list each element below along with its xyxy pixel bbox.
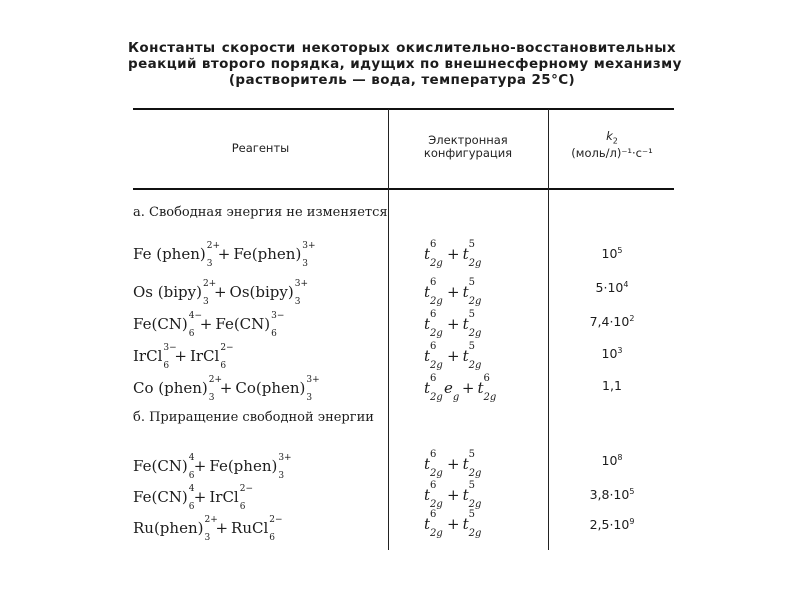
reagent-2-formula: Os(bipy) — [229, 283, 294, 301]
config-t: t — [462, 515, 469, 533]
plus-sign: + — [193, 488, 207, 506]
orbital: 2g — [468, 467, 482, 479]
count: 6 — [188, 471, 195, 482]
reagent-2-formula: IrCl — [189, 347, 220, 365]
count: 6 — [188, 329, 195, 340]
config-t: t — [477, 379, 484, 397]
rate-constant-row-2 — [548, 277, 676, 296]
count: 6 — [239, 502, 246, 513]
reagents-row-1 — [133, 241, 316, 270]
config-stack-1 — [430, 238, 444, 269]
reagent-2-formula: Co(phen) — [235, 379, 306, 397]
k-exponent: 5 — [629, 487, 635, 496]
plus-sign: + — [447, 515, 460, 533]
orbital: 2g — [430, 359, 443, 371]
electrons: 6 — [430, 276, 437, 288]
plus-sign: + — [215, 519, 229, 537]
electrons: 6 — [430, 372, 437, 384]
reagent-1-formula: Fe(CN) — [133, 315, 188, 333]
k-exponent: 5 — [617, 246, 623, 255]
header-k-symbol — [548, 130, 676, 147]
charge: 2− — [269, 515, 283, 526]
k-mantissa: 5·10 — [595, 280, 624, 295]
reagent-1-formula: Fe (phen) — [133, 245, 206, 263]
rate-constant-row-4 — [548, 343, 676, 362]
orbital: g — [452, 391, 460, 403]
plus-sign: + — [219, 379, 233, 397]
orbital: 2g — [468, 498, 482, 510]
orbital: 2g — [468, 295, 482, 307]
orbital: 2g — [430, 327, 443, 339]
config-e: e — [444, 379, 453, 397]
orbital: 2g — [430, 295, 443, 307]
plus-sign: + — [174, 347, 187, 365]
charge: 4− — [188, 311, 203, 322]
electrons: 6 — [430, 340, 437, 352]
table-caption — [128, 40, 682, 88]
config-t: t — [424, 283, 431, 301]
plus-sign: + — [193, 457, 207, 475]
rate-constant-row-1 — [548, 243, 676, 262]
count: 6 — [220, 361, 227, 372]
config-stack-1 — [430, 308, 444, 339]
k-mantissa: 7,4·10 — [589, 314, 630, 329]
config-stack-1 — [430, 340, 444, 371]
config-stack-1 — [430, 276, 444, 307]
charge: 2+ — [208, 375, 223, 386]
reagent-2-formula: RuCl — [231, 519, 269, 537]
config-stack-1 — [430, 372, 444, 403]
config-t: t — [462, 347, 469, 365]
count: 3 — [302, 259, 309, 270]
header-k-sub: 2 — [612, 136, 618, 146]
count: 3 — [202, 297, 209, 308]
header-rate-constant — [548, 130, 676, 160]
config-stack-2 — [468, 448, 483, 479]
count: 6 — [271, 329, 277, 340]
orbital: 2g — [430, 467, 443, 479]
config-stack-2 — [468, 238, 483, 269]
k-mantissa: 10 — [601, 346, 618, 361]
charge: 2+ — [202, 279, 217, 290]
plus-sign: + — [213, 283, 227, 301]
k-exponent: 4 — [623, 280, 629, 289]
config-row-1 — [424, 238, 483, 269]
reagent-1-formula: Fe(CN) — [133, 457, 188, 475]
plus-sign: + — [199, 315, 213, 333]
config-stack-2 — [468, 479, 483, 510]
k-exponent: 2 — [629, 314, 635, 323]
count: 3 — [294, 297, 301, 308]
electrons: 6 — [430, 479, 437, 491]
group-heading-a: а. Свободная энергия не изменяется — [133, 205, 388, 220]
config-row-2 — [424, 276, 483, 307]
charge: 3− — [163, 343, 177, 354]
config-row-6 — [424, 448, 483, 479]
count: 6 — [163, 361, 170, 372]
rate-constant-row-7 — [548, 484, 676, 503]
k-exponent: 9 — [629, 517, 635, 526]
reagent-1-formula: Os (bipy) — [133, 283, 202, 301]
charge: 4 — [188, 484, 195, 495]
plus-sign: + — [447, 315, 460, 333]
reagents-row-7 — [133, 484, 254, 513]
group-heading-b: б. Приращение свободной энергии — [133, 410, 374, 425]
electrons: 6 — [483, 372, 490, 384]
count: 3 — [206, 259, 213, 270]
config-stack-1 — [430, 448, 444, 479]
top-rule — [133, 108, 674, 110]
header-k-letter: k — [606, 129, 613, 143]
orbital: 2g — [483, 391, 497, 403]
k-exponent: 3 — [617, 346, 623, 355]
reagent-1-formula: IrCl — [133, 347, 163, 365]
rate-constant-row-6 — [548, 450, 676, 469]
header-reagents-label: Реагенты — [231, 141, 290, 155]
rate-constant-row-3 — [548, 311, 676, 330]
k-mantissa: 1,1 — [602, 378, 622, 393]
reagents-row-3 — [133, 311, 285, 340]
config-t: t — [424, 379, 431, 397]
plus-sign: + — [447, 245, 460, 263]
config-t: t — [462, 455, 469, 473]
config-t: t — [424, 515, 431, 533]
charge: 3+ — [306, 375, 320, 386]
electrons: 6 — [430, 448, 437, 460]
electrons: 5 — [468, 479, 476, 491]
orbital: 2g — [430, 498, 443, 510]
count: 6 — [269, 533, 276, 544]
count: 6 — [188, 502, 195, 513]
config-t: t — [462, 315, 469, 333]
config-t: t — [462, 245, 469, 263]
reagents-row-8 — [133, 515, 283, 544]
config-t: t — [424, 347, 431, 365]
config-stack-mid — [452, 383, 460, 403]
config-row-8 — [424, 508, 483, 539]
k-mantissa: 2,5·10 — [589, 517, 630, 532]
config-t: t — [462, 283, 469, 301]
count: 3 — [208, 393, 215, 404]
reagents-row-4 — [133, 343, 234, 372]
reagents-row-6 — [133, 453, 292, 482]
charge: 3+ — [302, 241, 316, 252]
config-row-5 — [424, 372, 498, 403]
orbital: 2g — [430, 257, 443, 269]
electrons: 6 — [430, 238, 437, 250]
orbital: 2g — [468, 527, 482, 539]
electrons: 5 — [468, 508, 476, 520]
electrons: 5 — [468, 276, 476, 288]
config-stack-1 — [430, 508, 444, 539]
electrons: 6 — [430, 308, 437, 320]
charge: 3+ — [294, 279, 308, 290]
config-row-4 — [424, 340, 483, 371]
plus-sign: + — [217, 245, 231, 263]
config-stack-1 — [430, 479, 444, 510]
header-reagents — [133, 142, 388, 155]
k-mantissa: 10 — [601, 453, 618, 468]
rate-constant-row-5 — [548, 375, 676, 394]
config-stack-2 — [468, 340, 483, 371]
config-t: t — [462, 486, 469, 504]
plus-sign: + — [447, 283, 460, 301]
charge: 2− — [239, 484, 254, 495]
charge: 3− — [271, 311, 285, 322]
reagent-2-formula: Fe(CN) — [215, 315, 271, 333]
config-stack-2 — [468, 508, 483, 539]
k-mantissa: 3,8·10 — [589, 487, 630, 502]
count: 3 — [278, 471, 285, 482]
reagents-row-2 — [133, 279, 308, 308]
plus-sign: + — [447, 486, 460, 504]
charge: 3+ — [278, 453, 292, 464]
electrons: 5 — [468, 448, 476, 460]
orbital: 2g — [468, 327, 482, 339]
column-divider-1 — [388, 109, 389, 550]
plus-sign: + — [447, 347, 460, 365]
reagents-row-5 — [133, 375, 320, 404]
header-config-line-2: конфигурация — [423, 146, 513, 160]
config-stack-2 — [468, 276, 483, 307]
config-stack-2 — [468, 308, 483, 339]
orbital: 2g — [430, 391, 443, 403]
config-t: t — [424, 315, 431, 333]
charge: 4 — [188, 453, 195, 464]
orbital: 2g — [468, 257, 482, 269]
k-mantissa: 10 — [601, 246, 618, 261]
header-config — [388, 134, 548, 160]
config-t: t — [424, 245, 431, 263]
header-rule — [133, 188, 674, 190]
reagent-1-formula: Ru(phen) — [133, 519, 204, 537]
charge: 2− — [220, 343, 234, 354]
config-t: t — [424, 455, 431, 473]
electrons: 5 — [468, 238, 476, 250]
header-config-line-1: Электронная — [428, 133, 508, 147]
reagent-2-formula: Fe(phen) — [233, 245, 302, 263]
caption-line-1: Константы скорости некоторых окислительно-восстановительных — [128, 40, 676, 56]
electrons: 5 — [468, 308, 476, 320]
header-k-units: (моль/л)⁻¹·с⁻¹ — [571, 146, 653, 161]
plus-sign: + — [447, 455, 460, 473]
caption-line-3: (растворитель — вода, температура 25°С) — [228, 72, 576, 88]
count: 3 — [306, 393, 313, 404]
orbital: 2g — [430, 527, 443, 539]
config-row-3 — [424, 308, 483, 339]
charge: 2+ — [204, 515, 218, 526]
rate-constant-row-8 — [548, 514, 676, 533]
electrons: 5 — [468, 340, 476, 352]
electrons: 6 — [430, 508, 437, 520]
config-stack-2 — [483, 372, 498, 403]
plus-sign: + — [461, 379, 475, 397]
caption-line-2: реакций второго порядка, идущих по внешнесферному механизму — [128, 56, 682, 72]
orbital: 2g — [468, 359, 482, 371]
config-row-7 — [424, 479, 483, 510]
reagent-2-formula: Fe(phen) — [209, 457, 278, 475]
reagent-1-formula: Co (phen) — [133, 379, 208, 397]
count: 3 — [204, 533, 211, 544]
k-exponent: 8 — [617, 453, 623, 462]
charge: 2+ — [206, 241, 221, 252]
reagent-2-formula: IrCl — [209, 488, 239, 506]
reagent-1-formula: Fe(CN) — [133, 488, 188, 506]
config-t: t — [424, 486, 431, 504]
